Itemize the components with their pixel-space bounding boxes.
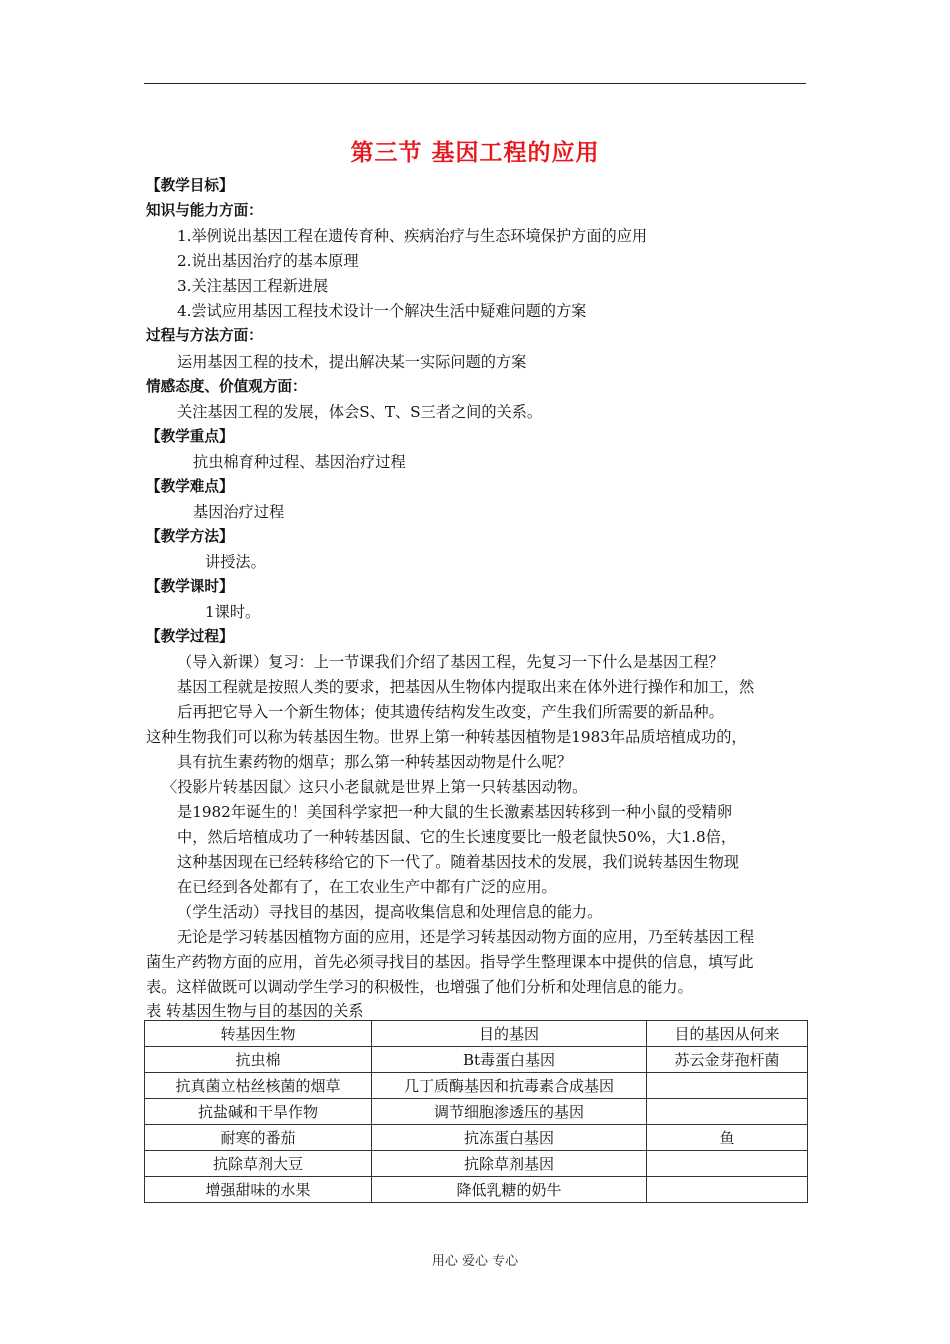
- method-header: 【教学方法】: [146, 528, 234, 545]
- knowledge-item: 4.尝试应用基因工程技术设计一个解决生活中疑难问题的方案: [177, 302, 587, 320]
- body-line: 这种生物我们可以称为转基因生物。世界上第一种转基因植物是1983年品质培植成功的，: [146, 728, 747, 746]
- body-line: 这种基因现在已经转移给它的下一代了。随着基因技术的发展，我们说转基因生物现: [177, 853, 739, 871]
- hours-header: 【教学课时】: [146, 578, 234, 595]
- table-cell: 抗冻蛋白基因: [372, 1125, 647, 1151]
- difficulty-text: 基因治疗过程: [193, 503, 285, 521]
- page-footer: 用心 爱心 专心: [431, 1254, 519, 1269]
- gene-relation-table: [144, 1020, 808, 1203]
- table-cell: 抗盐碱和干旱作物: [145, 1099, 372, 1125]
- table-row: [145, 1099, 808, 1125]
- table-cell: 抗虫棉: [145, 1047, 372, 1073]
- goals-header: 【教学目标】: [146, 177, 234, 194]
- table-row: [145, 1125, 808, 1151]
- table-cell: [647, 1073, 808, 1099]
- knowledge-item: 2.说出基因治疗的基本原理: [177, 252, 359, 270]
- table-cell: 苏云金芽孢杆菌: [647, 1047, 808, 1073]
- emotion-header: 情感态度、价值观方面：: [146, 378, 307, 395]
- body-line: 具有抗生素药物的烟草；那么第一种转基因动物是什么呢？: [177, 753, 572, 771]
- table-row: [145, 1177, 808, 1203]
- body-line: 〈投影片转基因鼠〉这只小老鼠就是世界上第一只转基因动物。: [162, 778, 588, 796]
- table-cell: 抗真菌立枯丝核菌的烟草: [145, 1073, 372, 1099]
- body-line: 中，然后培植成功了一种转基因鼠、它的生长速度要比一般老鼠快50%，大1.8倍，: [177, 828, 737, 846]
- table-cell: [647, 1099, 808, 1125]
- body-line: 无论是学习转基因植物方面的应用，还是学习转基因动物方面的应用，乃至转基因工程: [177, 928, 755, 946]
- key-header: 【教学重点】: [146, 428, 234, 445]
- body-line: （导入新课）复习：上一节课我们介绍了基因工程，先复习一下什么是基因工程？: [177, 653, 724, 671]
- body-line: 基因工程就是按照人类的要求，把基因从生物体内提取出来在体外进行操作和加工，然: [177, 678, 755, 696]
- table-cell: Bt毒蛋白基因: [372, 1047, 647, 1073]
- header-rule: [144, 83, 806, 84]
- key-text: 抗虫棉育种过程、基因治疗过程: [193, 453, 406, 471]
- table-caption: 表 转基因生物与目的基因的关系: [146, 1002, 364, 1020]
- knowledge-item: 3.关注基因工程新进展: [177, 277, 329, 295]
- table-cell: [647, 1177, 808, 1203]
- table-cell: 几丁质酶基因和抗毒素合成基因: [372, 1073, 647, 1099]
- body-line: 是1982年诞生的！美国科学家把一种大鼠的生长激素基因转移到一种小鼠的受精卵: [177, 803, 733, 821]
- table-header-cell: 目的基因从何来: [647, 1021, 808, 1047]
- table-cell: [647, 1151, 808, 1177]
- body-line: 在已经到各处都有了，在工农业生产中都有广泛的应用。: [177, 878, 557, 896]
- procedure-header: 【教学过程】: [146, 628, 234, 645]
- body-line: 菌生产药物方面的应用，首先必须寻找目的基因。指导学生整理课本中提供的信息，填写此: [146, 953, 754, 971]
- table-cell: 抗除草剂大豆: [145, 1151, 372, 1177]
- table-row: [145, 1073, 808, 1099]
- body-line: （学生活动）寻找目的基因，提高收集信息和处理信息的能力。: [177, 903, 603, 921]
- table-row: [145, 1151, 808, 1177]
- method-text: 讲授法。: [205, 553, 266, 571]
- process-header: 过程与方法方面：: [146, 327, 263, 344]
- table-header-cell: 转基因生物: [145, 1021, 372, 1047]
- knowledge-header: 知识与能力方面：: [146, 202, 263, 219]
- table-header-cell: 目的基因: [372, 1021, 647, 1047]
- page-title: 第三节 基因工程的应用: [350, 140, 600, 166]
- hours-text: 1课时。: [205, 603, 261, 621]
- process-text: 运用基因工程的技术，提出解决某一实际问题的方案: [177, 353, 527, 371]
- table-cell: 抗除草剂基因: [372, 1151, 647, 1177]
- table-cell: 调节细胞渗透压的基因: [372, 1099, 647, 1125]
- knowledge-item: 1.举例说出基因工程在遗传育种、疾病治疗与生态环境保护方面的应用: [177, 227, 648, 245]
- table-row: [145, 1047, 808, 1073]
- table-cell: 耐寒的番茄: [145, 1125, 372, 1151]
- table-cell: 降低乳糖的奶牛: [372, 1177, 647, 1203]
- difficulty-header: 【教学难点】: [146, 478, 234, 495]
- table-cell: 鱼: [647, 1125, 808, 1151]
- table-header-row: [145, 1021, 808, 1047]
- emotion-text: 关注基因工程的发展，体会S、T、S三者之间的关系。: [177, 403, 543, 421]
- body-line: 后再把它导入一个新生物体；使其遗传结构发生改变，产生我们所需要的新品种。: [177, 703, 724, 721]
- body-line: 表。这样做既可以调动学生学习的积极性，也增强了他们分析和处理信息的能力。: [146, 978, 693, 996]
- table-cell: 增强甜味的水果: [145, 1177, 372, 1203]
